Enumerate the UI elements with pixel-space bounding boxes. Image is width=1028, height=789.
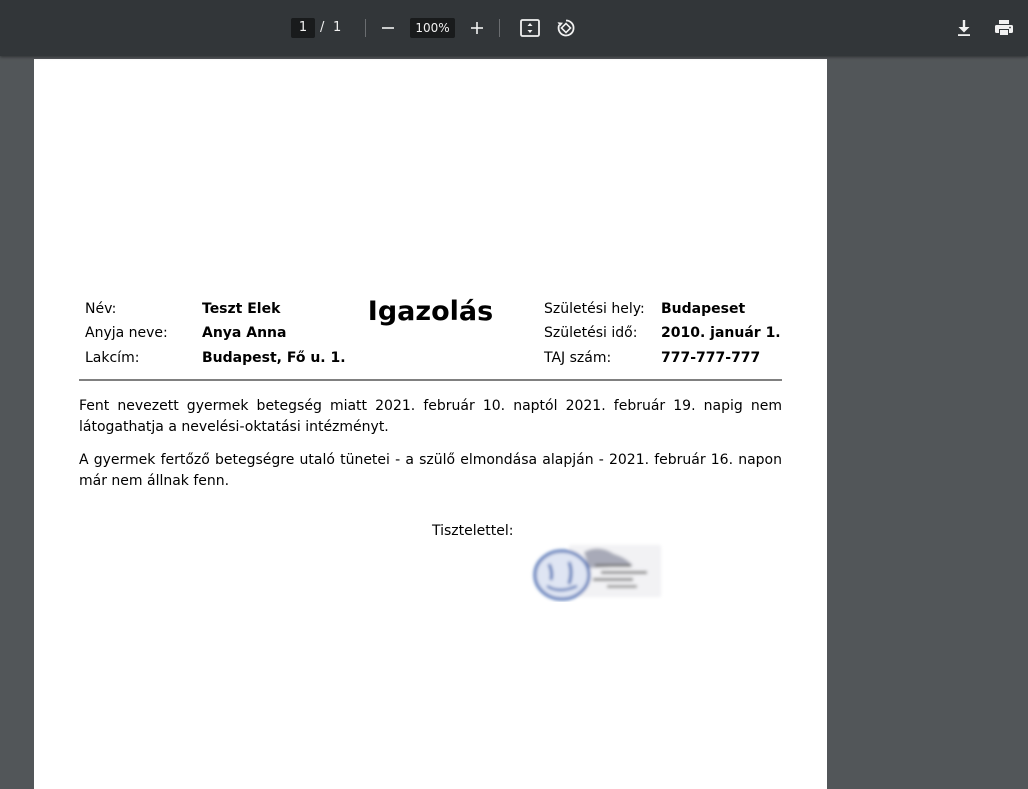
pdf-toolbar bbox=[0, 0, 1028, 56]
mother-name-value: Anya Anna bbox=[202, 325, 287, 341]
birthplace-value: Budapeset bbox=[661, 301, 746, 317]
separator-line bbox=[79, 379, 782, 381]
zoom-in-button[interactable] bbox=[463, 14, 491, 42]
taj-value: 777-777-777 bbox=[661, 350, 761, 366]
rotate-icon bbox=[556, 18, 576, 38]
minus-icon bbox=[381, 21, 395, 35]
print-button[interactable] bbox=[990, 14, 1018, 42]
signature-stamp bbox=[529, 542, 674, 602]
birthdate-value: 2010. január 1. bbox=[661, 325, 781, 341]
document-title: Igazolás bbox=[367, 296, 494, 327]
download-button[interactable] bbox=[950, 14, 978, 42]
name-value: Teszt Elek bbox=[202, 301, 281, 317]
birthdate-label: Születési idő: bbox=[544, 325, 638, 341]
page-number-input[interactable]: 1 bbox=[291, 18, 315, 38]
taj-label: TAJ szám: bbox=[544, 350, 612, 366]
paragraph-symptoms: A gyermek fertőző betegségre utaló tünetei - a szülő elmondása alapján - 2021. február 16. napon már nem állnak fenn. bbox=[79, 452, 782, 489]
fit-page-icon bbox=[520, 19, 540, 37]
name-label: Név: bbox=[85, 301, 117, 317]
pdf-page bbox=[34, 59, 827, 789]
print-icon bbox=[994, 19, 1014, 37]
zoom-out-button[interactable] bbox=[374, 14, 402, 42]
toolbar-divider bbox=[365, 19, 366, 37]
page-separator: / bbox=[320, 20, 325, 35]
paragraph-absence: Fent nevezett gyermek betegség miatt 2021. február 10. naptól 2021. február 19. napig nem látogathatja a nevelési-oktatási intézményt. bbox=[79, 398, 782, 435]
fit-page-button[interactable] bbox=[516, 14, 544, 42]
rotate-button[interactable] bbox=[552, 14, 580, 42]
address-label: Lakcím: bbox=[85, 350, 140, 366]
address-value: Budapest, Fő u. 1. bbox=[202, 350, 346, 366]
closing-text: Tisztelettel: bbox=[432, 523, 514, 539]
page-total: 1 bbox=[333, 20, 342, 35]
mother-name-label: Anyja neve: bbox=[85, 325, 168, 341]
zoom-level-input[interactable]: 100% bbox=[410, 18, 455, 38]
download-icon bbox=[956, 19, 972, 37]
plus-icon bbox=[470, 21, 484, 35]
toolbar-divider bbox=[499, 19, 500, 37]
birthplace-label: Születési hely: bbox=[544, 301, 645, 317]
